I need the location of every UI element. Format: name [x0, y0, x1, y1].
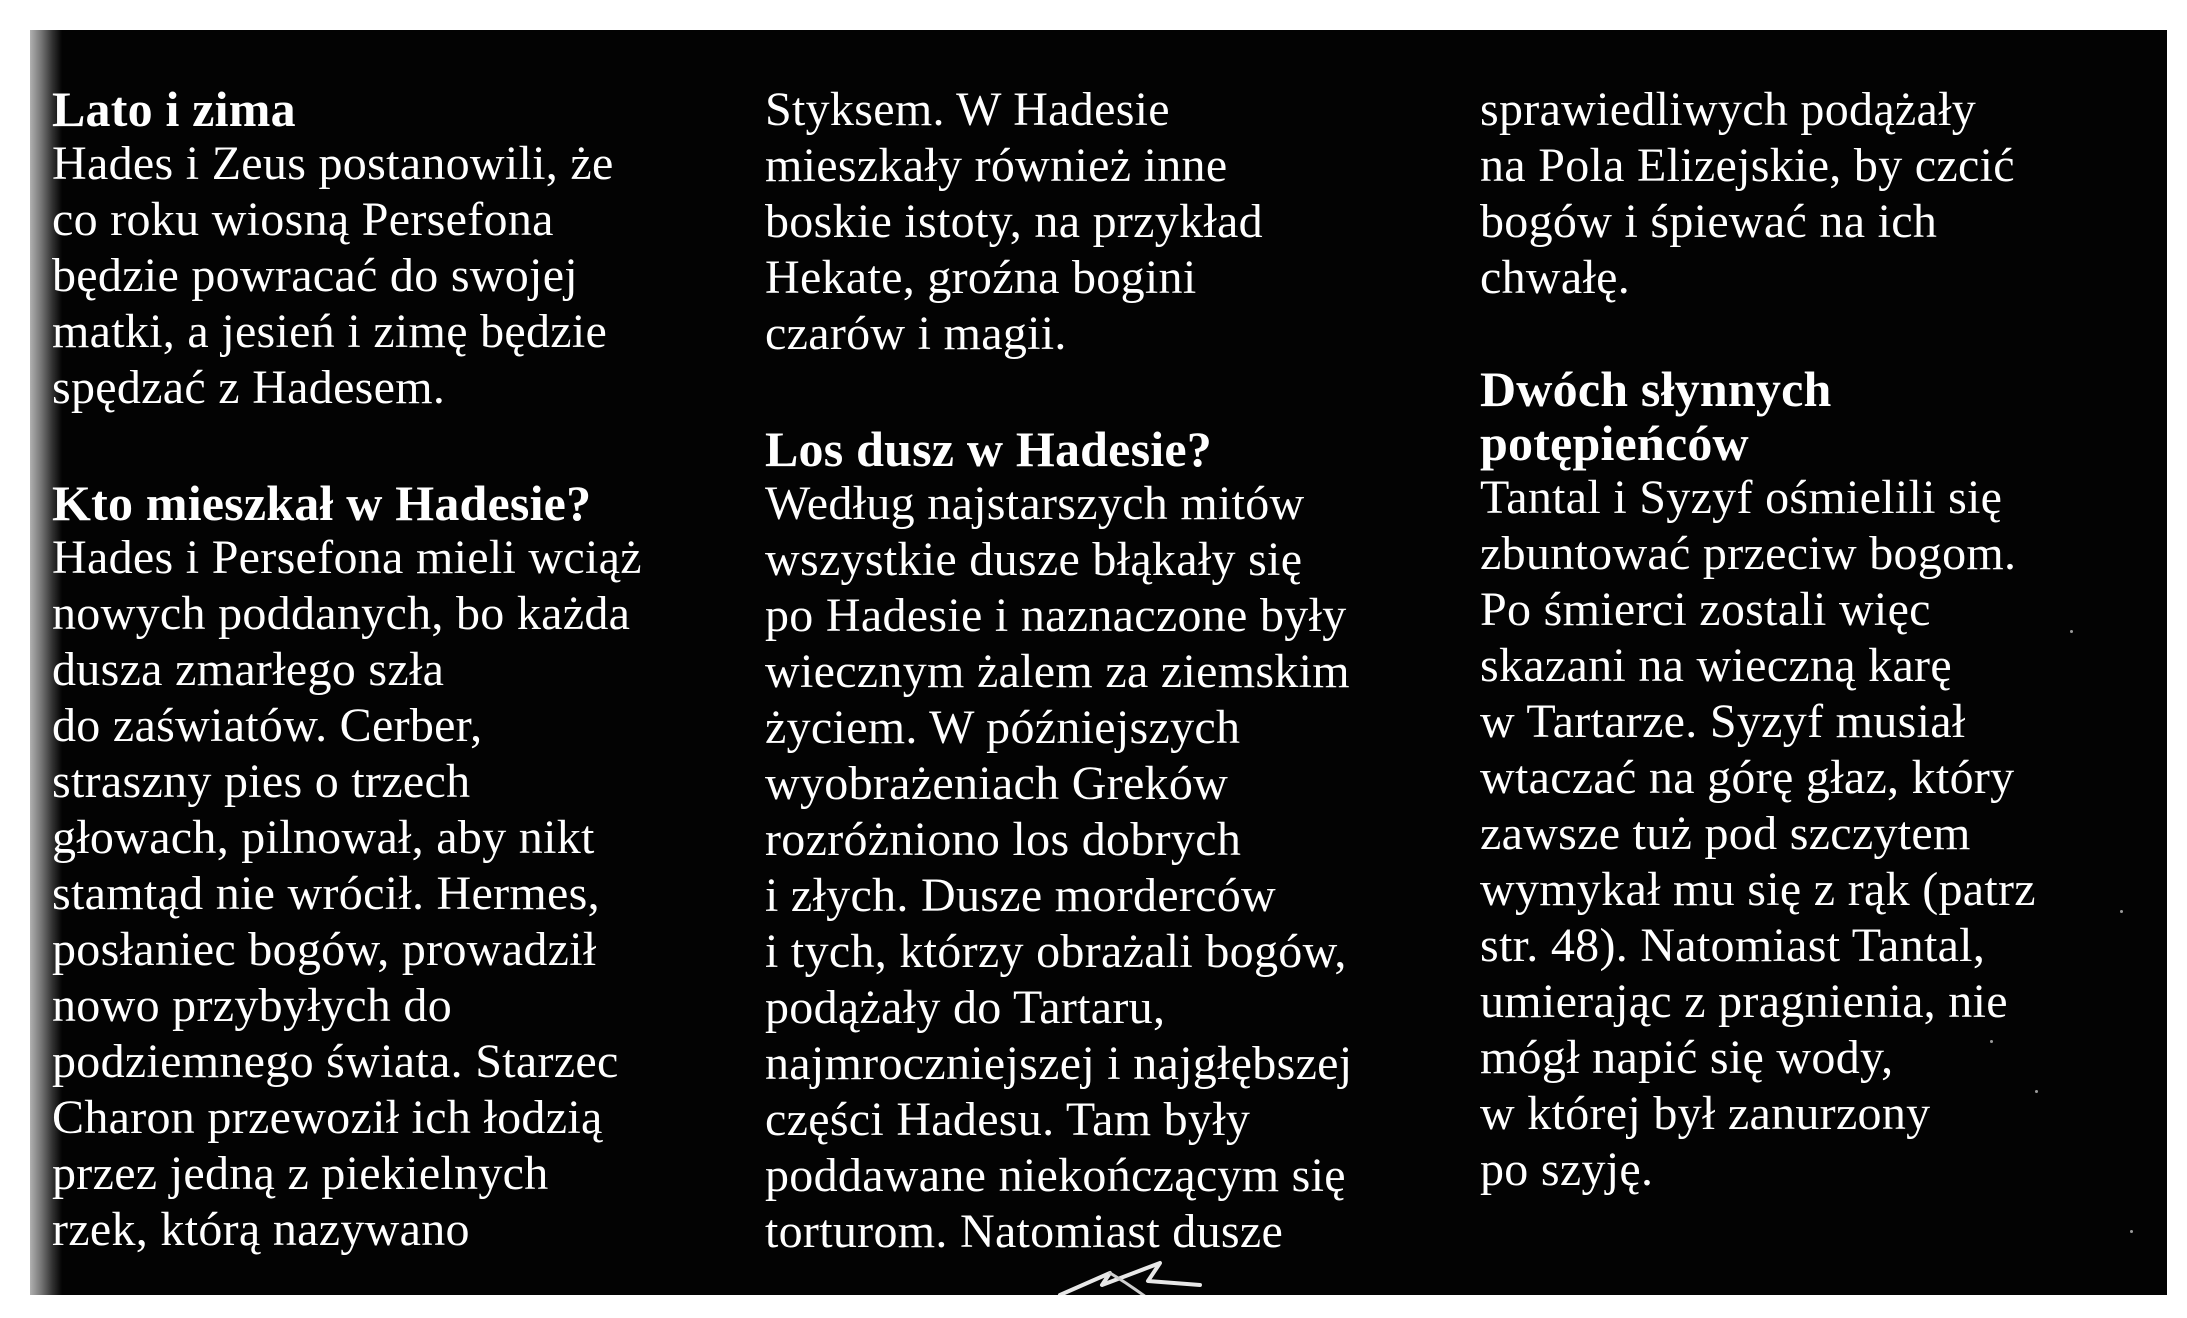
text-line: Charon przewoził ich łodzią	[52, 1091, 603, 1144]
text-line: boskie istoty, na przykład	[765, 195, 1263, 248]
text-line: czarów i magii.	[765, 307, 1067, 360]
heading-dwoch-slynnych	[1480, 362, 2160, 470]
text-line: Według najstarszych mitów	[765, 477, 1305, 530]
text-line: rozróżniono los dobrych	[765, 813, 1242, 866]
text-line: do zaświatów. Cerber,	[52, 699, 483, 752]
decorative-ornament	[1050, 1255, 1220, 1295]
heading-line: potępieńców	[1480, 415, 1749, 471]
heading-line: Dwóch słynnych	[1480, 361, 1832, 417]
text-line: spędzać z Hadesem.	[52, 361, 446, 414]
text-line: na Pola Elizejskie, by czcić	[1480, 139, 2015, 192]
text-line: po szyję.	[1480, 1143, 1654, 1196]
spacer	[1480, 306, 2160, 362]
scan-speck	[2035, 1090, 2038, 1093]
scan-speck	[2070, 630, 2073, 633]
text-line: części Hadesu. Tam były	[765, 1093, 1251, 1146]
text-line: rzek, którą nazywano	[52, 1203, 470, 1256]
text-line: Hekate, groźna bogini	[765, 251, 1197, 304]
text-line: wiecznym żalem za ziemskim	[765, 645, 1350, 698]
text-line: w Tartarze. Syzyf musiał	[1480, 695, 1966, 748]
text-line: zbuntować przeciw bogom.	[1480, 527, 2017, 580]
spacer	[765, 362, 1465, 422]
scan-speck	[2120, 910, 2123, 913]
text-line: bogów i śpiewać na ich	[1480, 195, 1938, 248]
scan-speck	[1990, 1040, 1993, 1043]
text-line: wtaczać na górę głaz, który	[1480, 751, 2015, 804]
text-line: podążały do Tartaru,	[765, 981, 1166, 1034]
text-line: str. 48). Natomiast Tantal,	[1480, 919, 1986, 972]
heading-lato-i-zima: Lato i zima	[52, 81, 296, 137]
scan-speck	[2130, 1230, 2133, 1233]
text-line: mógł napić się wody,	[1480, 1031, 1894, 1084]
text-line: poddawane niekończącym się	[765, 1149, 1346, 1202]
text-line: torturom. Natomiast dusze	[765, 1205, 1284, 1258]
column-2	[765, 82, 1465, 1260]
paragraph-tantal-syzyf	[1480, 470, 2160, 1198]
text-line: zawsze tuż pod szczytem	[1480, 807, 1971, 860]
text-line: chwałę.	[1480, 251, 1631, 304]
paragraph-kto-mieszkal	[52, 530, 752, 1258]
text-line: nowo przybyłych do	[52, 979, 452, 1032]
text-line: umierając z pragnienia, nie	[1480, 975, 2008, 1028]
text-line: dusza zmarłego szła	[52, 643, 445, 696]
text-line: Styksem. W Hadesie	[765, 83, 1170, 136]
text-line: po Hadesie i naznaczone były	[765, 589, 1347, 642]
paragraph-los-dusz	[765, 476, 1465, 1260]
text-line: co roku wiosną Persefona	[52, 193, 554, 246]
text-line: będzie powracać do swojej	[52, 249, 578, 302]
spacer	[52, 416, 752, 476]
text-line: straszny pies o trzech	[52, 755, 471, 808]
text-line: posłaniec bogów, prowadził	[52, 923, 597, 976]
text-line: w której był zanurzony	[1480, 1087, 1931, 1140]
text-line: wyobrażeniach Greków	[765, 757, 1229, 810]
text-line: wymykał mu się z rąk (patrz	[1480, 863, 2036, 916]
text-line: najmroczniejszej i najgłębszej	[765, 1037, 1353, 1090]
paragraph-lato-i-zima	[52, 136, 752, 416]
text-line: Tantal i Syzyf ośmielili się	[1480, 471, 2003, 524]
text-line: sprawiedliwych podążały	[1480, 83, 1977, 136]
paragraph-sprawiedliwych	[1480, 82, 2160, 306]
text-line: przez jedną z piekielnych	[52, 1147, 549, 1200]
text-line: i tych, którzy obrażali bogów,	[765, 925, 1347, 978]
text-line: mieszkały również inne	[765, 139, 1228, 192]
scanned-page	[30, 30, 2167, 1295]
text-line: Po śmierci zostali więc	[1480, 583, 1931, 636]
text-line: Hades i Zeus postanowili, że	[52, 137, 614, 190]
text-line: życiem. W późniejszych	[765, 701, 1241, 754]
text-line: Hades i Persefona mieli wciąż	[52, 531, 642, 584]
text-line: stamtąd nie wrócił. Hermes,	[52, 867, 600, 920]
text-line: matki, a jesień i zimę będzie	[52, 305, 608, 358]
column-1	[52, 82, 752, 1258]
text-line: głowach, pilnował, aby nikt	[52, 811, 595, 864]
text-line: nowych poddanych, bo każda	[52, 587, 631, 640]
heading-kto-mieszkal: Kto mieszkał w Hadesie?	[52, 475, 592, 531]
text-line: podziemnego świata. Starzec	[52, 1035, 619, 1088]
heading-los-dusz: Los dusz w Hadesie?	[765, 421, 1212, 477]
paragraph-styks	[765, 82, 1465, 362]
column-3	[1480, 82, 2160, 1198]
text-line: skazani na wieczną karę	[1480, 639, 1952, 692]
text-line: i złych. Dusze morderców	[765, 869, 1277, 922]
text-line: wszystkie dusze błąkały się	[765, 533, 1303, 586]
